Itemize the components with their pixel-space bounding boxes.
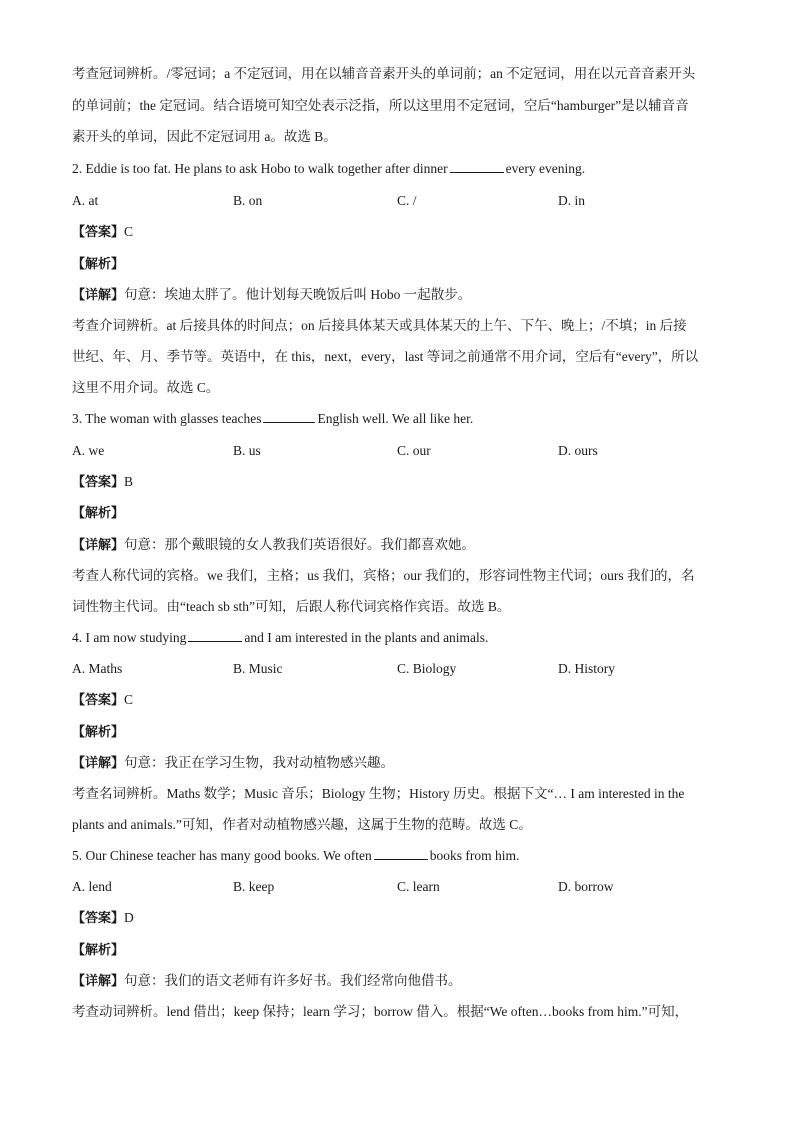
answer-line <box>72 908 732 929</box>
explanation-line: 考查人称代词的宾格。we 我们，主格；us 我们，宾格；our 我们的，形容词性物主代词；ours 我们的，名 <box>72 568 695 583</box>
detail-tag: 【详解】 <box>72 756 125 771</box>
explanation-line: 考查介词辨析。at 后接具体的时间点；on 后接具体某天或具体某天的上午、下午、晚上；/不填；in 后接 <box>72 318 687 333</box>
answer-tag: 【答案】 <box>72 475 125 490</box>
detail-line: 【详解】句意：那个戴眼镜的女人教我们英语很好。我们都喜欢她。 <box>72 537 476 553</box>
answer-blank <box>263 410 315 423</box>
option-d: D. ours <box>558 443 598 458</box>
detail-tag: 【详解】 <box>72 974 125 989</box>
analysis-heading: 【解析】 <box>72 725 125 740</box>
detail-line: 【详解】句意：我们的语文老师有许多好书。我们经常向他借书。 <box>72 973 462 989</box>
answer-value: D <box>124 910 134 925</box>
answer-value: B <box>124 474 134 489</box>
answer-line <box>72 222 732 243</box>
option-c: C. learn <box>397 879 440 894</box>
question-2-stem: 2. Eddie is too fat. He plans to ask Hobo to walk together after dinner every evening. <box>72 161 586 176</box>
explanation-line: 的单词前；the 定冠词。结合语境可知空处表示泛指，所以这里用不定冠词，空后“hamburger”是以辅音音 <box>72 98 689 113</box>
option-b: B. keep <box>233 879 275 894</box>
option-b: B. Music <box>233 661 283 676</box>
option-a: A. lend <box>72 879 112 894</box>
option-c: C. / <box>397 193 417 208</box>
option-c: C. Biology <box>397 661 457 676</box>
option-d: D. borrow <box>558 879 614 894</box>
answer-value: C <box>124 224 134 239</box>
explanation-line: plants and animals.”可知，作者对动植物感兴趣，这属于生物的范畴。故选 C。 <box>72 817 532 832</box>
analysis-heading: 【解析】 <box>72 943 125 958</box>
explanation-line: 这里不用介词。故选 C。 <box>72 380 220 395</box>
option-a: A. at <box>72 193 99 208</box>
explanation-line: 词性物主代词。由“teach sb sth”可知，后跟人称代词宾格作宾语。故选 B。 <box>72 599 511 614</box>
answer-tag: 【答案】 <box>72 911 125 926</box>
option-d: D. History <box>558 661 615 676</box>
option-b: B. us <box>233 443 261 458</box>
question-3-stem: 3. The woman with glasses teaches English well. We all like her. <box>72 411 474 426</box>
option-b: B. on <box>233 193 263 208</box>
answer-line <box>72 690 732 711</box>
analysis-heading: 【解析】 <box>72 257 125 272</box>
explanation-line: 考查动词辨析。lend 借出；keep 保持；learn 学习；borrow 借入。根据“We often…books from him.”可知， <box>72 1004 689 1019</box>
analysis-heading: 【解析】 <box>72 506 125 521</box>
answer-blank <box>188 629 242 642</box>
question-5-stem: 5. Our Chinese teacher has many good books. We often books from him. <box>72 848 520 863</box>
explanation-line: 世纪、年、月、季节等。英语中，在 this，next，every，last 等词之前通常不用介词，空后有“every”，所以 <box>72 349 699 364</box>
answer-tag: 【答案】 <box>72 225 125 240</box>
answer-blank <box>374 847 428 860</box>
detail-tag: 【详解】 <box>72 538 125 553</box>
explanation-line: 考查冠词辨析。/零冠词；a 不定冠词，用在以辅音音素开头的单词前；an 不定冠词，用在以元音音素开头 <box>72 66 696 81</box>
answer-blank <box>450 160 504 173</box>
explanation-line: 素开头的单词，因此不定冠词用 a。故选 B。 <box>72 129 337 144</box>
detail-line: 【详解】句意：我正在学习生物，我对动植物感兴趣。 <box>72 755 395 771</box>
question-4-stem: 4. I am now studying and I am interested in the plants and animals. <box>72 630 489 645</box>
option-c: C. our <box>397 443 431 458</box>
answer-line <box>72 472 732 493</box>
option-d: D. in <box>558 193 585 208</box>
answer-tag: 【答案】 <box>72 693 125 708</box>
option-a: A. Maths <box>72 661 123 676</box>
answer-value: C <box>124 692 134 707</box>
explanation-line: 考查名词辨析。Maths 数学；Music 音乐；Biology 生物；History 历史。根据下文“… I am interested in the <box>72 786 685 801</box>
option-a: A. we <box>72 443 105 458</box>
detail-tag: 【详解】 <box>72 288 125 303</box>
detail-line: 【详解】句意：埃迪太胖了。他计划每天晚饭后叫 Hobo 一起散步。 <box>72 287 472 303</box>
